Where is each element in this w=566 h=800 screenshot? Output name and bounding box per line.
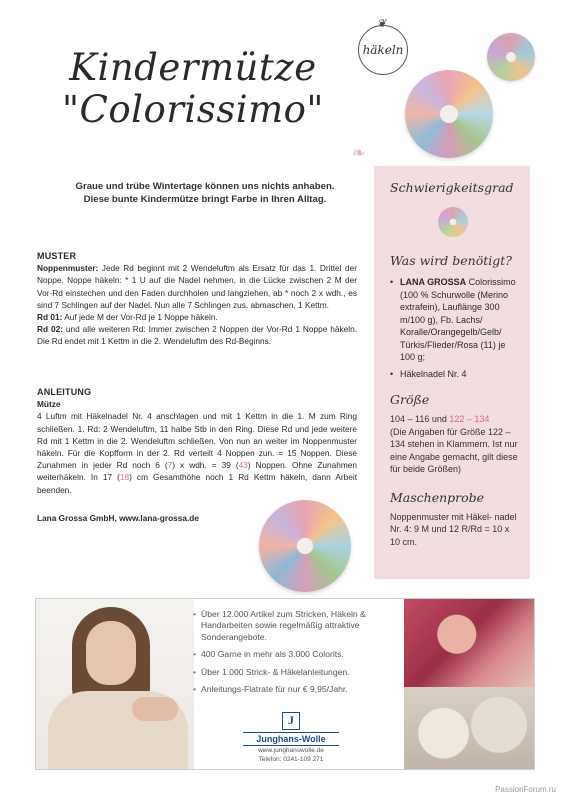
leaf-icon: ❧ bbox=[352, 145, 366, 162]
anleitung-text bbox=[37, 410, 357, 495]
text: ) cm Gesamthöhe noch 1 Rd Kettm häkeln, dann Arbeit beenden. bbox=[37, 472, 358, 495]
label: Rd 01: bbox=[37, 312, 63, 323]
muster-section bbox=[37, 250, 357, 348]
text: Auf jede M der Vor-Rd je 1 Noppe häkeln. bbox=[62, 312, 218, 323]
gauge-text: Noppenmuster mit Häkel- nadel Nr. 4: 9 M und 12 R/Rd = 10 x 10 cm. bbox=[390, 511, 517, 547]
text: ) x wdh. = 39 ( bbox=[172, 460, 239, 471]
material-text: Colorissimo (100 % Schurwolle (Merino extrafein), Lauflänge 300 m/100 g), Fb. Lachs/ Koralle/Orangegelb/Gelb/ Türkis/Flieder/Rosa (11) je 100 g; bbox=[400, 277, 516, 362]
material-brand: LANA GROSSA bbox=[400, 277, 467, 287]
sprig-icon: ❦ bbox=[377, 17, 387, 30]
value-large: 18 bbox=[119, 472, 130, 483]
subheading: Mütze bbox=[37, 399, 61, 410]
section-heading: ANLEITUNG bbox=[37, 387, 92, 397]
intro-line-1: Graue und trübe Wintertage können uns nichts anhaben. bbox=[75, 181, 335, 192]
material-text: Häkelnadel Nr. 4 bbox=[400, 368, 467, 379]
brand-mark-icon: J bbox=[282, 712, 300, 730]
muster-rd02 bbox=[37, 323, 357, 347]
materials-list bbox=[390, 276, 520, 380]
list-item: • Über 1.000 Strick- & Häkelanleitungen. bbox=[193, 667, 413, 678]
advertisement[interactable] bbox=[35, 598, 535, 770]
label: Noppenmuster: bbox=[37, 263, 99, 274]
list-item: • Über 12.000 Artikel zum Stricken, Häkeln & Handarbeiten sowie regelmäßig attraktive Sonderangebote. bbox=[193, 609, 413, 643]
yarn-ball-image bbox=[259, 500, 351, 592]
materials-heading: Was wird benötigt? bbox=[390, 253, 512, 268]
technique-label: häkeln bbox=[362, 43, 404, 57]
difficulty-heading: Schwierigkeitsgrad bbox=[390, 180, 514, 195]
difficulty-yarn-icon bbox=[438, 207, 468, 237]
size-heading: Größe bbox=[390, 392, 430, 407]
muster-noppen bbox=[37, 262, 357, 311]
yarn-ball-large-image bbox=[405, 70, 493, 158]
text: und alle weiteren Rd: Immer zwischen 2 Noppen der Vor-Rd 1 Noppe häkeln. Die Rd endet mit 1 Kettm in die 2. Wendeluftm des Rd-Beginns. bbox=[37, 324, 358, 347]
yarn-ball-small-image bbox=[487, 33, 535, 81]
list-item: • 400 Garne in mehr als 3.000 Colorits. bbox=[193, 649, 413, 660]
muster-rd01 bbox=[37, 311, 357, 323]
title-line-2: "Colorissimo" bbox=[62, 88, 324, 131]
credit-line: Lana Grossa GmbH, www.lana-grossa.de bbox=[37, 513, 199, 523]
size-large: 122 – 134 bbox=[449, 414, 490, 424]
list-item: • Anleitungs-Flatrate für nur € 9,95/Jahr. bbox=[193, 684, 413, 695]
brand-logo[interactable] bbox=[243, 712, 339, 764]
list-item bbox=[390, 276, 520, 364]
list-item bbox=[390, 368, 520, 381]
section-heading: MUSTER bbox=[37, 251, 77, 261]
size-small: 104 – 116 und bbox=[390, 414, 450, 424]
size-note: (Die Angaben für Größe 122 – 134 stehen in Klammern. Ist nur eine Angabe gemacht, gilt diese für beide Größen) bbox=[390, 426, 518, 474]
brand-url[interactable]: www.junghanswolle.de bbox=[258, 747, 324, 754]
brand-phone: Telefon: 0241-109 271 bbox=[258, 756, 324, 763]
watermark: PassionForum.ru bbox=[495, 785, 556, 794]
ad-bullets bbox=[193, 609, 413, 701]
label: Rd 02: bbox=[37, 324, 63, 335]
text: Jede Rd beginnt mit 2 Wendeluftm als Ersatz für das 1. Drittel der Noppe. Noppe häkeln: * 1 U auf die Nadel nehmen, in die Lücke zwischen 2 M der Vor-Rd einstechen und den Faden durchholen und langziehen, ab * noch 2 x wdh., es sind 7 Schlingen auf der Nadel. Nun alle 7 Schlingen zus. abmaschen, 1 Kettm. bbox=[37, 263, 357, 310]
text: ) Noppen. Ohne Zunahmen weiterhäkeln. In 17 ( bbox=[37, 460, 357, 483]
intro-text bbox=[60, 180, 350, 206]
ad-model-photo bbox=[36, 599, 194, 770]
technique-badge bbox=[358, 17, 408, 75]
ad-knitting-photo bbox=[404, 599, 535, 687]
size-text bbox=[390, 413, 520, 426]
value-large: 7 bbox=[167, 460, 173, 471]
anleitung-section bbox=[37, 386, 357, 496]
text: 4 Luftm mit Häkelnadel Nr. 4 anschlagen und mit 1 Kettm in die 1. M zum Ring schließen. 1. Rd: 2 Wendeluftm, 11 halbe Stb in den Ring. Diese Rd und jede weitere Rd mit 1 Kettm in die 2. Wendeluftm schließen. Von nun an weiter im Noppenmuster häkeln. Für die Kopfform in der 2. Rd verteilt 4 Noppen zun. = 15 Noppen. Diese Zunahmen in jeder Rd noch 6 ( bbox=[37, 411, 357, 471]
ad-yarn-photo bbox=[404, 687, 535, 770]
page-title bbox=[28, 48, 358, 130]
gauge-heading: Maschenprobe bbox=[390, 489, 485, 505]
brand-name: Junghans-Wolle bbox=[243, 732, 339, 746]
intro-line-2: Diese bunte Kindermütze bringt Farbe in Ihren Alltag. bbox=[83, 194, 327, 205]
value-large: 43 bbox=[238, 460, 248, 471]
title-line-1: Kindermütze bbox=[69, 46, 317, 89]
